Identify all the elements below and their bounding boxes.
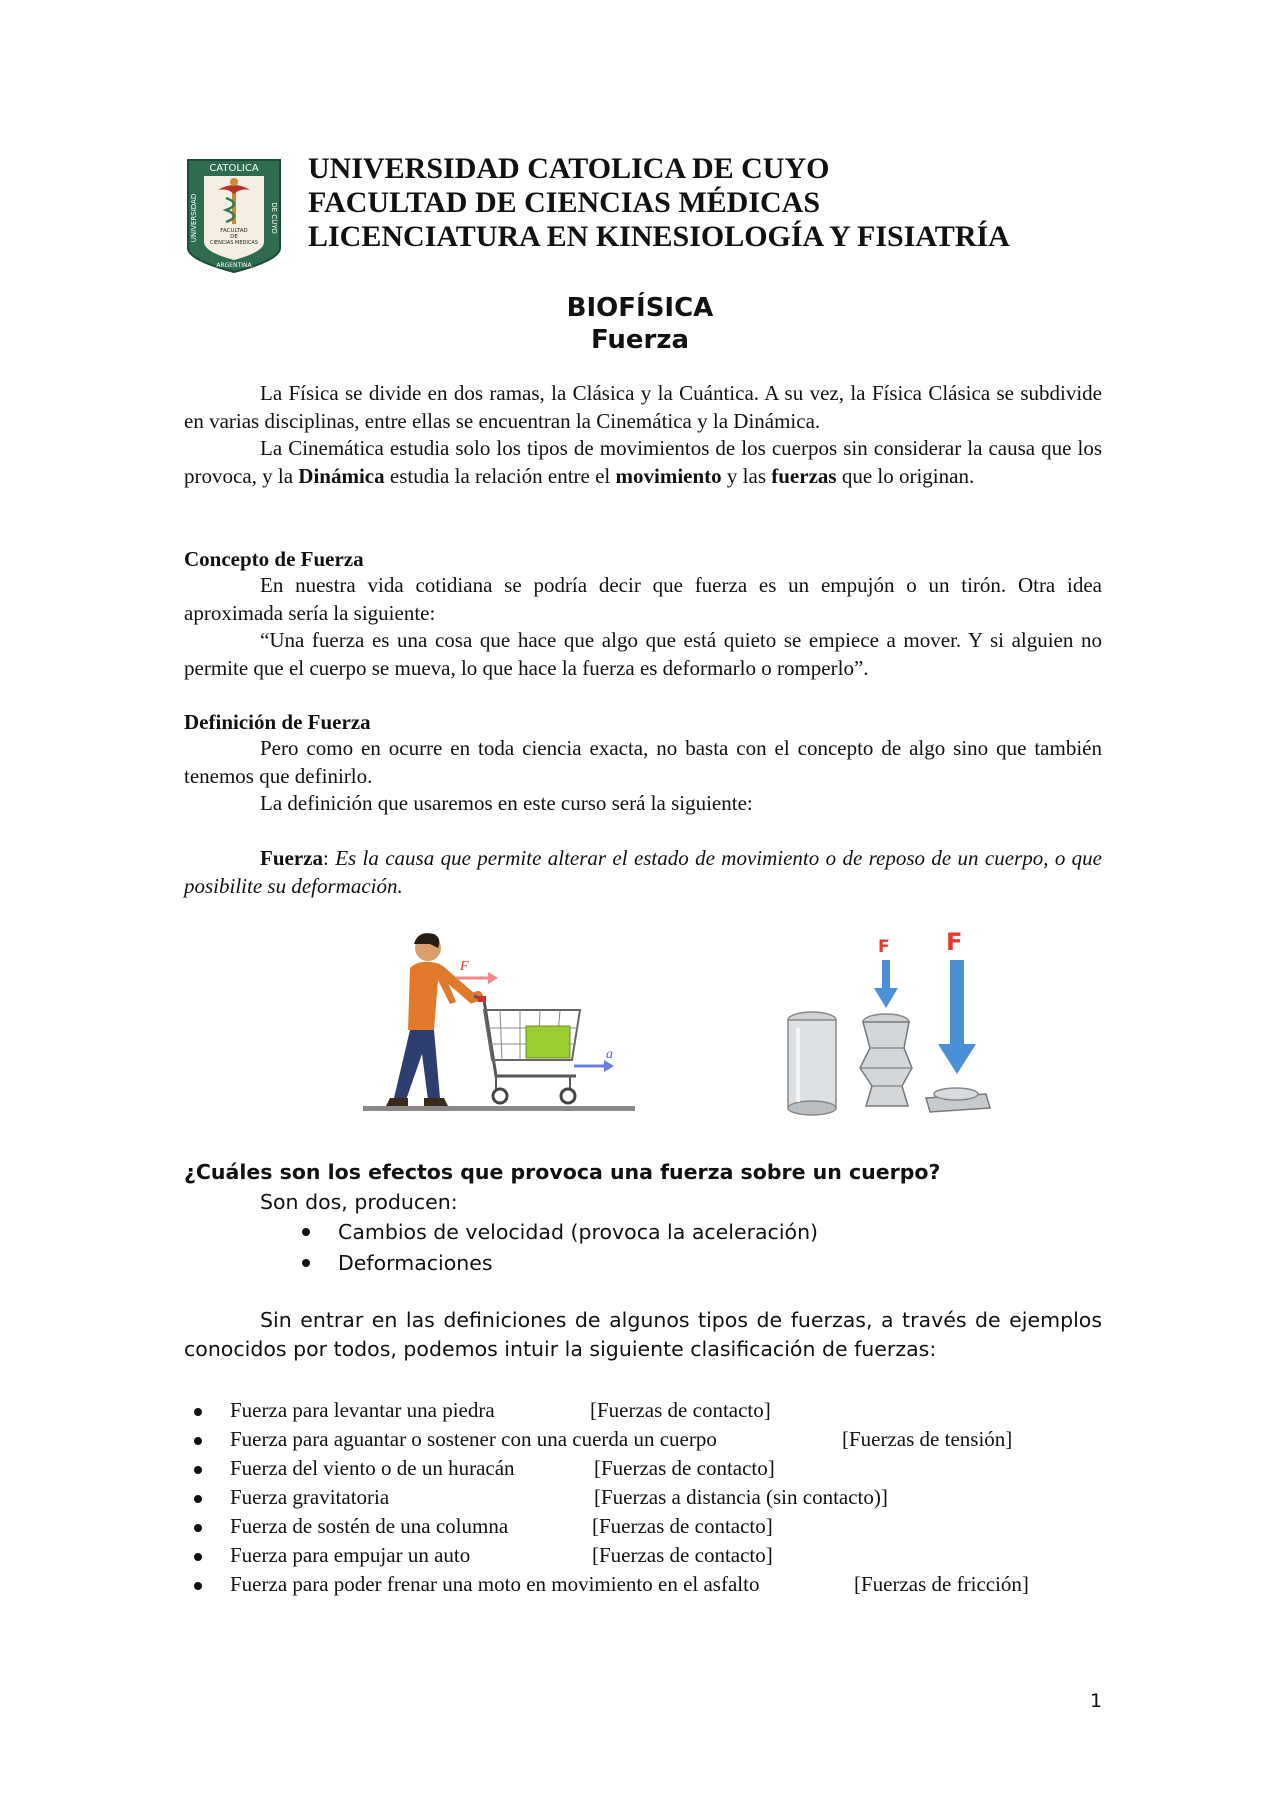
bullet-icon xyxy=(194,1553,202,1561)
classification-row xyxy=(0,1398,1280,1427)
logo-center-text-2: DE xyxy=(230,234,238,240)
classification-intro: Sin entrar en las definiciones de algunos tipos de fuerzas, a través de ejemplos conocidos por todos, podemos intuir la siguiente clasificación de fuerzas: xyxy=(184,1308,1102,1361)
force-type: [Fuerzas de fricción] xyxy=(854,1572,1029,1596)
definition-heading: Definición de Fuerza xyxy=(184,710,371,734)
term-movimiento: movimiento xyxy=(615,463,722,488)
term-fuerzas: fuerzas xyxy=(771,463,837,488)
logo-right-text: DE CUYO xyxy=(270,202,278,234)
effect-item xyxy=(0,1217,1280,1247)
intro-paragraph-1: La Física se divide en dos ramas, la Clásica y la Cuántica. A su vez, la Física Clásica se subdivide en varias disciplinas, entre ellas se encuentran la Cinemática y la Dinámica. xyxy=(184,381,1102,433)
term-dinamica: Dinámica xyxy=(298,463,385,488)
effect-item-text: Cambios de velocidad (provoca la aceleración) xyxy=(338,1220,819,1244)
logo-bottom-text: ARGENTINA xyxy=(216,262,252,269)
effects-question: ¿Cuáles son los efectos que provoca una fuerza sobre un cuerpo? xyxy=(184,1160,941,1184)
force-example: Fuerza para levantar una piedra xyxy=(230,1398,495,1422)
bullet-icon xyxy=(302,1259,310,1267)
logo-center-text-1: FACULTAD xyxy=(220,228,248,234)
force-example: Fuerza para empujar un auto xyxy=(230,1543,471,1567)
logo-top-text: CATOLICA xyxy=(209,163,259,174)
concept-heading: Concepto de Fuerza xyxy=(184,547,364,571)
program-name: LICENCIATURA EN KINESIOLOGÍA Y FISIATRÍA xyxy=(308,220,1010,253)
classification-row xyxy=(0,1514,1280,1543)
force-type: [Fuerzas de tensión] xyxy=(842,1427,1013,1451)
force-type: [Fuerzas de contacto] xyxy=(592,1543,773,1567)
bullet-icon xyxy=(194,1495,202,1503)
cart-force-label: F xyxy=(460,959,469,974)
force-type: [Fuerzas de contacto] xyxy=(594,1456,775,1480)
bullet-icon xyxy=(194,1524,202,1532)
bullet-icon xyxy=(194,1437,202,1445)
classification-row xyxy=(0,1485,1280,1514)
subject-title: BIOFÍSICA xyxy=(566,293,714,323)
effect-item xyxy=(0,1248,1280,1278)
document-title xyxy=(0,292,1280,356)
bullet-icon xyxy=(194,1408,202,1416)
force-type: [Fuerzas a distancia (sin contacto)] xyxy=(594,1485,888,1509)
institution-header xyxy=(308,152,1010,254)
concept-quote: “Una fuerza es una cosa que hace que algo que está quieto se empiece a mover. Y si alguien no permite que el cuerpo se mueva, lo que hace la fuerza es deformarlo o romperlo”. xyxy=(184,628,1102,680)
force-example: Fuerza del viento o de un huracán xyxy=(230,1456,515,1480)
crushed-cans-illustration xyxy=(780,930,1000,1120)
effect-item-text: Deformaciones xyxy=(338,1251,493,1275)
bullet-icon xyxy=(302,1228,310,1236)
definition-term: Fuerza xyxy=(260,846,323,870)
force-example: Fuerza de sostén de una columna xyxy=(230,1514,509,1538)
cans-force-small-label: F xyxy=(878,937,890,957)
force-example: Fuerza para poder frenar una moto en movimiento en el asfalto xyxy=(230,1572,760,1596)
faculty-name: FACULTAD DE CIENCIAS MÉDICAS xyxy=(308,186,821,219)
page-number: 1 xyxy=(1090,1690,1103,1712)
concept-paragraph: En nuestra vida cotidiana se podría decir que fuerza es un empujón o un tirón. Otra idea aproximada sería la siguiente: xyxy=(184,573,1102,625)
topic-title: Fuerza xyxy=(590,325,690,355)
force-example: Fuerza para aguantar o sostener con una cuerda un cuerpo xyxy=(230,1427,717,1451)
university-logo xyxy=(184,156,284,276)
logo-center-text-3: CIENCIAS MEDICAS xyxy=(210,240,258,246)
classification-row xyxy=(0,1456,1280,1485)
definition-text: Es la causa que permite alterar el estado de movimiento o de reposo de un cuerpo, o que posibilite su deformación. xyxy=(184,846,1103,898)
cart-accel-label: a xyxy=(606,1047,613,1062)
force-type: [Fuerzas de contacto] xyxy=(590,1398,771,1422)
university-name: UNIVERSIDAD CATOLICA DE CUYO xyxy=(308,152,830,185)
classification-row xyxy=(0,1427,1280,1456)
effects-intro: Son dos, producen: xyxy=(260,1190,458,1214)
bullet-icon xyxy=(194,1582,202,1590)
cans-force-large-label: F xyxy=(946,930,963,956)
definition-paragraph-1: Pero como en ocurre en toda ciencia exacta, no basta con el concepto de algo sino que también tenemos que definirlo. xyxy=(184,736,1102,788)
shopping-cart-illustration xyxy=(360,930,640,1120)
bullet-icon xyxy=(194,1466,202,1474)
classification-row xyxy=(0,1543,1280,1572)
definition-paragraph-2: La definición que usaremos en este curso será la siguiente: xyxy=(260,791,753,815)
classification-row xyxy=(0,1572,1280,1601)
logo-left-text: UNIVERSIDAD xyxy=(190,193,198,243)
force-example: Fuerza gravitatoria xyxy=(230,1485,390,1509)
force-definition: Fuerza: Es la causa que permite alterar el estado de movimiento o de reposo de un cuerpo, o que posibilite su deformación. xyxy=(184,846,1103,898)
force-type: [Fuerzas de contacto] xyxy=(592,1514,773,1538)
intro-paragraph-2: La Cinemática estudia solo los tipos de movimientos de los cuerpos sin considerar la causa que los provoca, y la Dinámica estudia la relación entre el movimiento y las fuerzas que lo originan. xyxy=(184,436,1102,488)
